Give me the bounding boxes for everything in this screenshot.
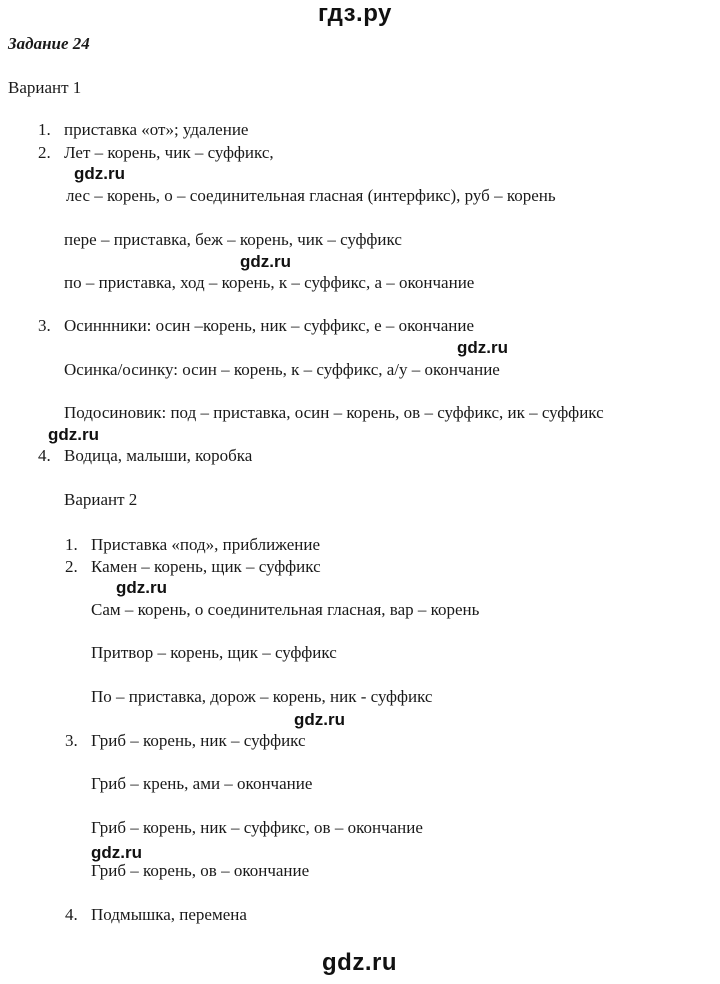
v1-item2-line2: лес – корень, о – соединительная гласная (интерфикс), руб – корень bbox=[66, 186, 556, 205]
v1-item3-line2: Осинка/осинку: осин – корень, к – суффикс, а/у – окончание bbox=[64, 360, 500, 379]
watermark-6: gdz.ru bbox=[294, 710, 345, 729]
v1-item2-text: Лет – корень, чик – суффикс, bbox=[64, 143, 274, 162]
v2-item3-text: Гриб – корень, ник – суффикс bbox=[91, 731, 306, 750]
watermark-7: gdz.ru bbox=[91, 843, 142, 862]
v2-item2-line2: Сам – корень, о соединительная гласная, вар – корень bbox=[91, 600, 480, 619]
v2-item2-line3: Притвор – корень, щик – суффикс bbox=[91, 643, 337, 662]
v1-item1-number: 1. bbox=[38, 120, 51, 139]
watermark-2: gdz.ru bbox=[240, 252, 291, 271]
v2-item3-line3: Гриб – корень, ник – суффикс, ов – окончание bbox=[91, 818, 423, 837]
v1-item2-number: 2. bbox=[38, 143, 51, 162]
footer-watermark: gdz.ru bbox=[322, 949, 397, 976]
v1-item3-number: 3. bbox=[38, 316, 51, 335]
v1-item3-text: Осиннники: осин –корень, ник – суффикс, е – окончание bbox=[64, 316, 474, 335]
v2-item2-line4: По – приставка, дорож – корень, ник - суффикс bbox=[91, 687, 433, 706]
variant2-heading: Вариант 2 bbox=[64, 490, 138, 509]
v2-item4-number: 4. bbox=[65, 905, 78, 924]
v2-item1-text: Приставка «под», приближение bbox=[91, 535, 320, 554]
task-title: Задание 24 bbox=[8, 34, 90, 53]
v2-item2-text: Камен – корень, щик – суффикс bbox=[91, 557, 321, 576]
header-watermark: гдз.ру bbox=[318, 0, 392, 27]
v1-item2-line4: по – приставка, ход – корень, к – суффикс, а – окончание bbox=[64, 273, 475, 292]
v2-item3-number: 3. bbox=[65, 731, 78, 750]
variant1-heading: Вариант 1 bbox=[8, 78, 82, 97]
v1-item1-text: приставка «от»; удаление bbox=[64, 120, 249, 139]
v2-item2-number: 2. bbox=[65, 557, 78, 576]
v1-item4-text: Водица, малыши, коробка bbox=[64, 446, 253, 465]
v2-item3-line4: Гриб – корень, ов – окончание bbox=[91, 861, 310, 880]
watermark-3: gdz.ru bbox=[457, 338, 508, 357]
v2-item4-text: Подмышка, перемена bbox=[91, 905, 247, 924]
v1-item4-number: 4. bbox=[38, 446, 51, 465]
v2-item1-number: 1. bbox=[65, 535, 78, 554]
watermark-4: gdz.ru bbox=[48, 425, 99, 444]
v1-item3-line3: Подосиновик: под – приставка, осин – корень, ов – суффикс, ик – суффикс bbox=[64, 403, 604, 422]
v2-item3-line2: Гриб – крень, ами – окончание bbox=[91, 774, 313, 793]
v1-item2-line3: пере – приставка, беж – корень, чик – суффикс bbox=[64, 230, 402, 249]
watermark-5: gdz.ru bbox=[116, 578, 167, 597]
watermark-1: gdz.ru bbox=[74, 164, 125, 183]
